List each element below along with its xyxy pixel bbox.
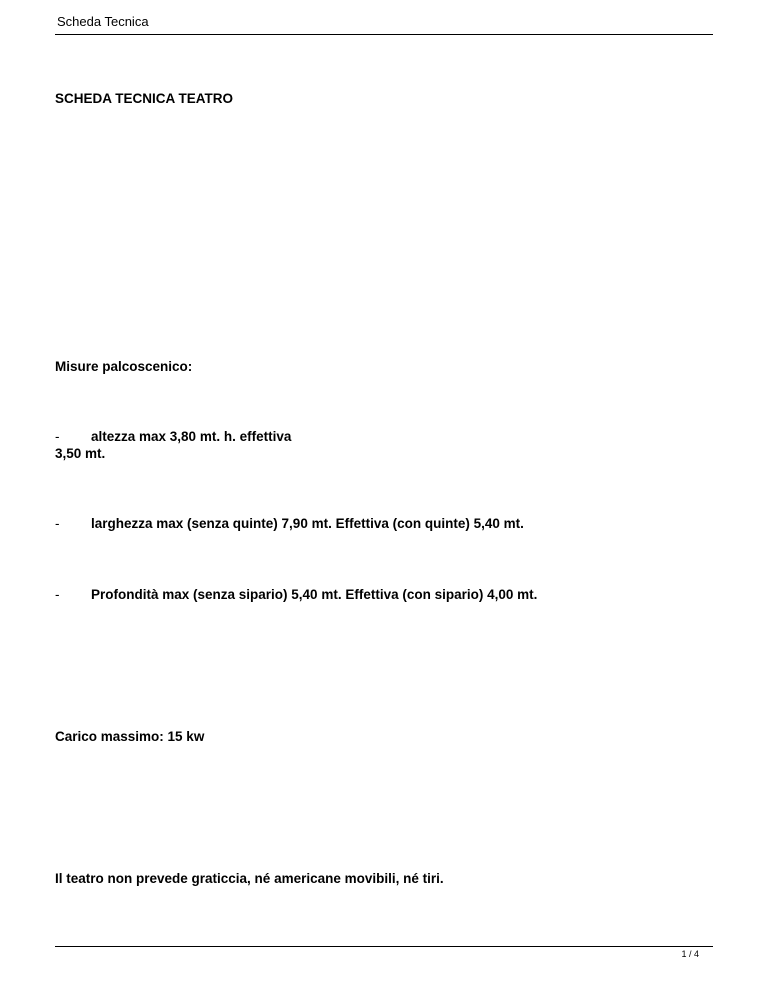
page-number: 1 / 4 — [681, 949, 699, 959]
document-title: SCHEDA TECNICA TEATRO — [55, 91, 233, 106]
list-bullet: - — [55, 429, 60, 444]
theater-note: Il teatro non prevede graticcia, né americane movibili, né tiri. — [55, 871, 444, 886]
list-item-text: altezza max 3,80 mt. — [91, 429, 221, 444]
max-load-text: Carico massimo: 15 kw — [55, 729, 205, 744]
list-item-text: larghezza max (senza quinte) 7,90 mt. — [91, 516, 332, 531]
list-bullet: - — [55, 587, 60, 602]
list-item-text: Profondità max (senza sipario) 5,40 mt. — [91, 587, 342, 602]
page-footer — [55, 946, 713, 959]
list-item — [91, 515, 524, 533]
list-bullet: - — [55, 516, 60, 531]
list-item-continuation: 3,50 mt. — [55, 446, 106, 461]
list-item — [91, 428, 291, 446]
list-item-text2: h. effettiva — [223, 429, 292, 444]
section-heading-misure: Misure palcoscenico: — [55, 359, 193, 374]
list-item — [91, 586, 537, 604]
list-item-text2: Effettiva (con quinte) 5,40 mt. — [335, 516, 524, 531]
header-title: Scheda Tecnica — [57, 14, 149, 29]
page-header — [55, 14, 713, 35]
list-item-text2: Effettiva (con sipario) 4,00 mt. — [345, 587, 538, 602]
